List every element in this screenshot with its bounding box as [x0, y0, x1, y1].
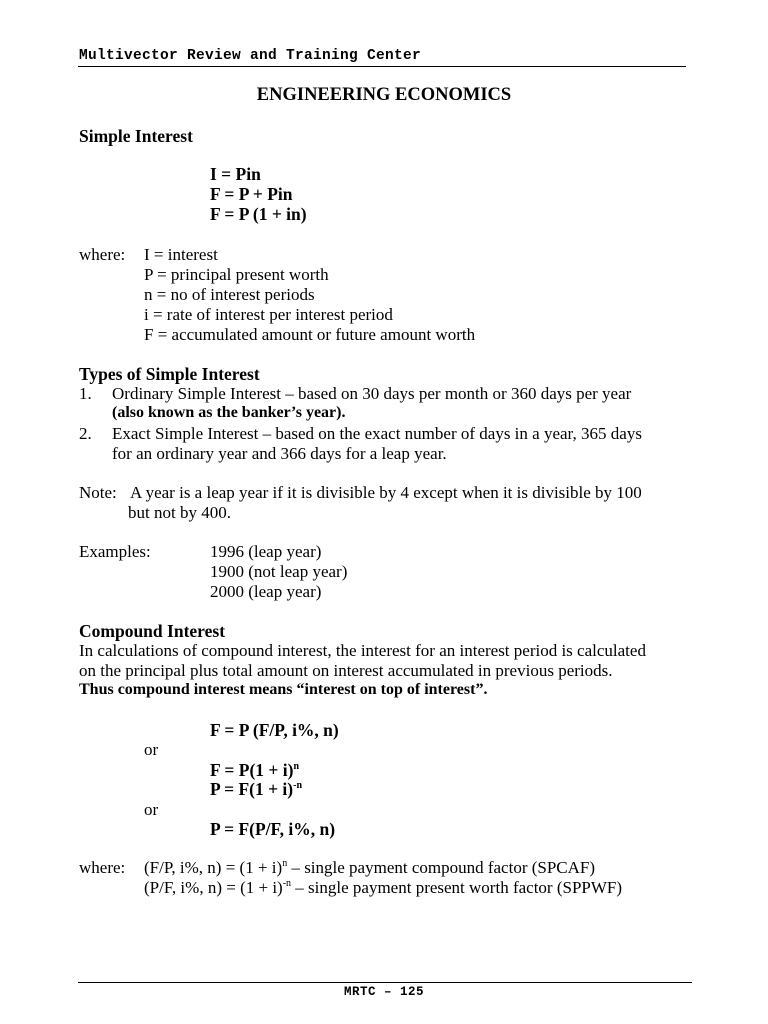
- page-number: MRTC – 125: [343, 985, 424, 999]
- formula-2: F = P + Pin: [210, 184, 293, 204]
- compound-where-label: where:: [79, 858, 126, 877]
- note-line2: but not by 400.: [128, 503, 231, 522]
- types-heading: Types of Simple Interest: [79, 364, 260, 384]
- examples-label: Examples:: [79, 542, 151, 561]
- compound-definition-2: [144, 878, 622, 898]
- compound-para-line3: Thus compound interest means “interest on top of interest”.: [79, 681, 488, 698]
- sppwf-left: (P/F, i%, n) = (1 + i): [144, 878, 283, 897]
- compound-heading: Compound Interest: [79, 621, 226, 641]
- compound-formula-3-base: P = F(1 + i): [210, 779, 294, 799]
- compound-formula-3: [210, 779, 302, 800]
- note-label: Note:: [79, 483, 117, 502]
- spcaf-description: – single payment compound factor (SPCAF): [287, 858, 596, 877]
- spcaf-left: (F/P, i%, n) = (1 + i): [144, 858, 283, 877]
- compound-formula-4: P = F(P/F, i%, n): [210, 819, 336, 839]
- type-1-line2: (also known as the banker’s year).: [112, 404, 346, 421]
- example-1: 1996 (leap year): [210, 542, 322, 561]
- definition-5: F = accumulated amount or future amount worth: [144, 325, 476, 344]
- compound-para-line2: on the principal plus total amount on interest accumulated in previous periods.: [79, 661, 613, 680]
- page-title: ENGINEERING ECONOMICS: [256, 85, 512, 105]
- compound-formula-1: F = P (F/P, i%, n): [210, 720, 339, 740]
- or-label-1: or: [144, 740, 159, 759]
- compound-formula-2: [210, 760, 299, 781]
- footer-rule: [78, 982, 692, 983]
- or-label-2: or: [144, 800, 159, 819]
- compound-formula-2-base: F = P(1 + i): [210, 760, 294, 780]
- type-1-number: 1.: [79, 384, 92, 403]
- example-3: 2000 (leap year): [210, 582, 322, 601]
- compound-formula-2-exponent: n: [293, 761, 300, 772]
- type-1-line1: Ordinary Simple Interest – based on 30 days per month or 360 days per year: [112, 384, 632, 403]
- sppwf-description: – single payment present worth factor (SPPWF): [291, 878, 623, 897]
- definition-4: i = rate of interest per interest period: [144, 305, 393, 324]
- definition-3: n = no of interest periods: [144, 285, 315, 304]
- formula-1: I = Pin: [210, 164, 261, 184]
- type-2-line1: Exact Simple Interest – based on the exact number of days in a year, 365 days: [112, 424, 642, 443]
- compound-para-line1: In calculations of compound interest, the interest for an interest period is calculated: [79, 641, 646, 660]
- formula-3: F = P (1 + in): [210, 204, 307, 224]
- header-center-name: Multivector Review and Training Center: [79, 48, 422, 64]
- type-2-line2: for an ordinary year and 366 days for a leap year.: [112, 444, 447, 463]
- header-rule: [78, 66, 686, 67]
- compound-definition-1: [144, 858, 595, 878]
- sppwf-exponent: -n: [282, 878, 292, 889]
- simple-interest-heading: Simple Interest: [79, 126, 193, 146]
- note-line1: A year is a leap year if it is divisible by 4 except when it is divisible by 100: [130, 483, 642, 502]
- definition-1: I = interest: [144, 245, 218, 264]
- example-2: 1900 (not leap year): [210, 562, 348, 581]
- definition-2: P = principal present worth: [144, 265, 329, 284]
- compound-formula-3-exponent: -n: [293, 780, 303, 791]
- where-label: where:: [79, 245, 126, 264]
- spcaf-exponent: n: [282, 858, 288, 869]
- type-2-number: 2.: [79, 424, 92, 443]
